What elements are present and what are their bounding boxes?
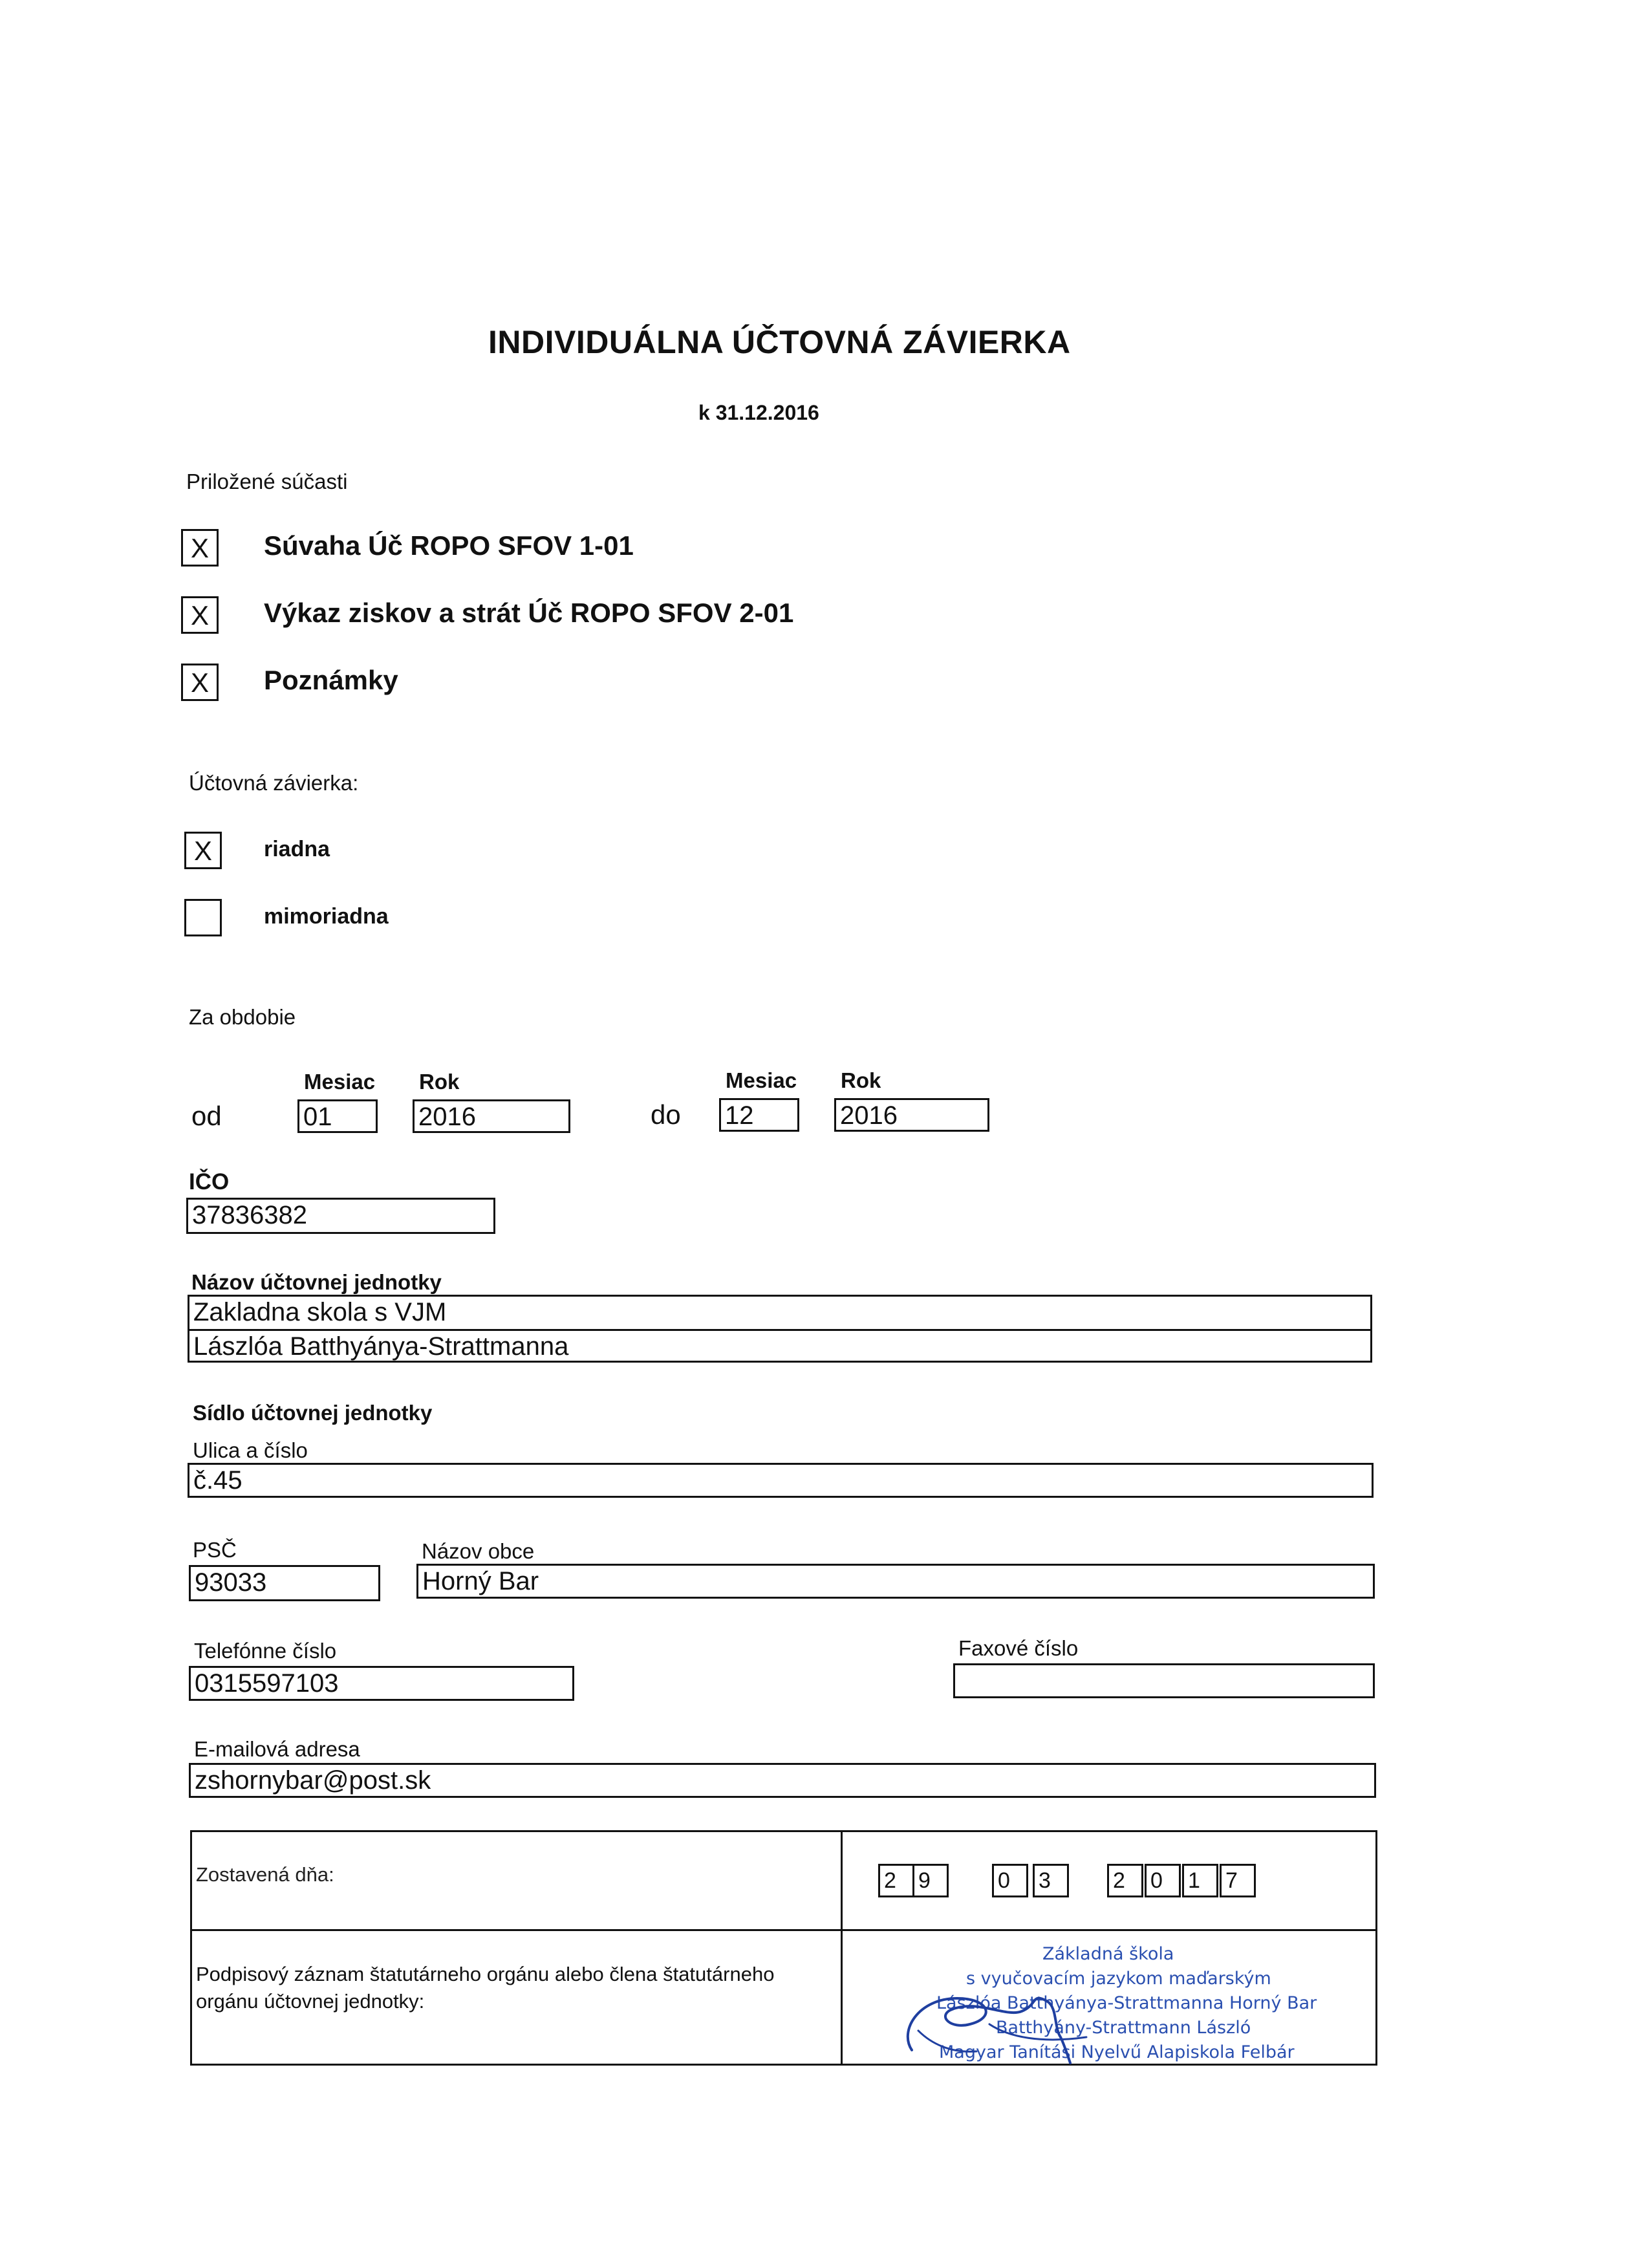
- month-digit-2[interactable]: 3: [1033, 1864, 1069, 1897]
- email-label: E-mailová adresa: [194, 1737, 360, 1761]
- component-label-suvaha: Súvaha Úč ROPO SFOV 1-01: [264, 530, 634, 561]
- period-label: Za obdobie: [189, 1005, 296, 1029]
- to-month-header: Mesiac: [726, 1068, 797, 1092]
- option-label-mimoriadna: mimoriadna: [264, 904, 389, 929]
- component-label-vykaz: Výkaz ziskov a strát Úč ROPO SFOV 2-01: [264, 598, 794, 628]
- stamp-line-4: Batthyány-Strattmann László: [996, 2018, 1251, 2038]
- from-year-field[interactable]: 2016: [413, 1099, 570, 1133]
- components-label: Priložené súčasti: [186, 470, 348, 493]
- psc-field[interactable]: 93033: [189, 1565, 380, 1601]
- document-date: k 31.12.2016: [698, 401, 819, 424]
- checkbox-suvaha[interactable]: X: [181, 529, 219, 567]
- phone-label: Telefónne číslo: [194, 1639, 337, 1663]
- stamp-line-1: Základná škola: [1042, 1944, 1174, 1964]
- footer-row-divider: [192, 1929, 1375, 1931]
- to-year-header: Rok: [841, 1068, 881, 1092]
- entity-name-line1[interactable]: Zakladna skola s VJM: [188, 1295, 1372, 1331]
- address-section-label: Sídlo účtovnej jednotky: [193, 1401, 433, 1425]
- closing-type-label: Účtovná závierka:: [189, 771, 359, 795]
- day-digit-2[interactable]: 9: [912, 1864, 949, 1897]
- street-label: Ulica a číslo: [193, 1438, 308, 1462]
- fax-field[interactable]: [953, 1663, 1375, 1698]
- option-label-riadna: riadna: [264, 837, 330, 861]
- checkbox-mimoriadna[interactable]: [184, 899, 222, 936]
- checkbox-riadna[interactable]: X: [184, 832, 222, 869]
- fax-label: Faxové číslo: [958, 1636, 1079, 1660]
- from-year-header: Rok: [419, 1070, 460, 1094]
- stamp-line-2: s vyučovacím jazykom maďarským: [966, 1969, 1271, 1989]
- signature-label-line2: orgánu účtovnej jednotky:: [196, 1990, 425, 2013]
- handwritten-signature: [892, 1940, 1106, 2069]
- stamp-line-3: Lászlóa Batthyánya-Strattmanna Horný Bar: [936, 1993, 1317, 2013]
- day-digit-1[interactable]: 2: [878, 1864, 914, 1897]
- city-field[interactable]: Horný Bar: [416, 1564, 1375, 1599]
- entity-name-line2[interactable]: Lászlóa Batthyánya-Strattmanna: [188, 1329, 1372, 1363]
- year-digit-3[interactable]: 1: [1182, 1864, 1218, 1897]
- compiled-date-label: Zostavená dňa:: [196, 1863, 334, 1886]
- checkbox-poznamky[interactable]: X: [181, 664, 219, 701]
- from-month-header: Mesiac: [304, 1070, 376, 1094]
- year-digit-1[interactable]: 2: [1107, 1864, 1143, 1897]
- footer-column-divider: [841, 1832, 843, 2064]
- stamp-line-5: Magyar Tanítási Nyelvű Alapiskola Felbár: [939, 2042, 1295, 2062]
- from-month-field[interactable]: 01: [297, 1099, 378, 1133]
- to-month-field[interactable]: 12: [719, 1098, 799, 1132]
- ico-label: IČO: [189, 1169, 230, 1194]
- year-digit-2[interactable]: 0: [1145, 1864, 1181, 1897]
- signature-label-line1: Podpisový záznam štatutárneho orgánu alebo člena štatutárneho: [196, 1963, 775, 1985]
- checkbox-vykaz[interactable]: X: [181, 596, 219, 634]
- to-year-field[interactable]: 2016: [834, 1098, 989, 1132]
- psc-label: PSČ: [193, 1538, 237, 1562]
- city-label: Názov obce: [422, 1539, 535, 1563]
- entity-name-label: Názov účtovnej jednotky: [191, 1270, 442, 1294]
- document-title: INDIVIDUÁLNA ÚČTOVNÁ ZÁVIERKA: [488, 324, 1071, 360]
- year-digit-4[interactable]: 7: [1220, 1864, 1256, 1897]
- month-digit-1[interactable]: 0: [992, 1864, 1028, 1897]
- phone-field[interactable]: 0315597103: [189, 1666, 574, 1701]
- ico-field[interactable]: 37836382: [186, 1198, 495, 1234]
- street-field[interactable]: č.45: [188, 1463, 1374, 1498]
- to-label: do: [651, 1099, 681, 1130]
- from-label: od: [191, 1101, 222, 1131]
- email-field[interactable]: zshornybar@post.sk: [189, 1763, 1376, 1798]
- component-label-poznamky: Poznámky: [264, 665, 398, 695]
